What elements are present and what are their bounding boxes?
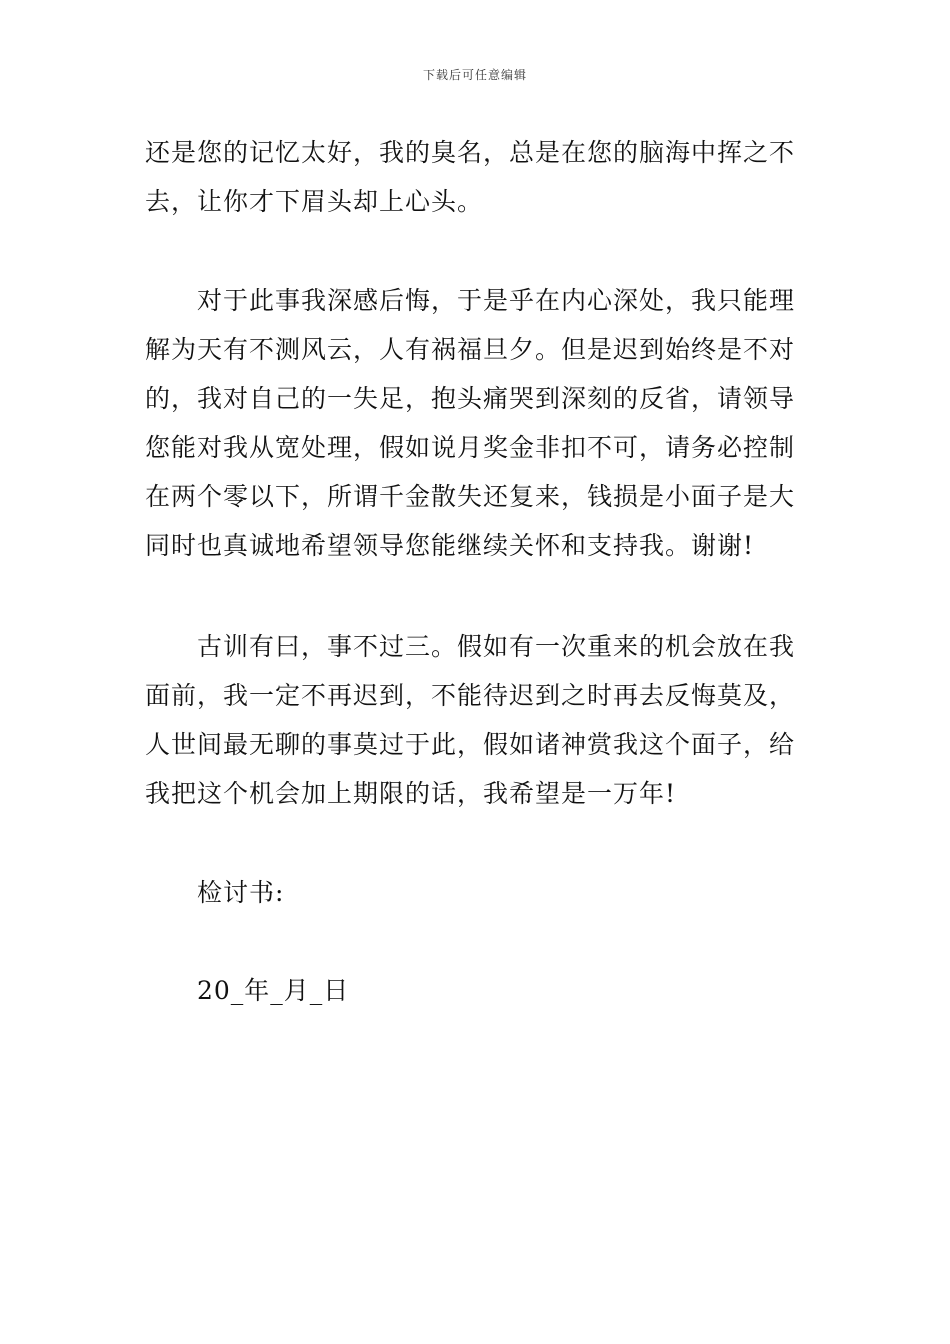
paragraph-line: 古训有曰，事不过三。假如有一次重来的机会放在我 — [197, 632, 796, 661]
paragraph-line: 同时也真诚地希望领导您能继续关怀和支持我。谢谢! — [145, 531, 755, 560]
date-block — [145, 966, 810, 1015]
signature-label-block — [145, 868, 810, 917]
paragraph-line: 对于此事我深感后悔，于是乎在内心深处，我只能理 — [197, 286, 796, 315]
signature-date: 20_年_月_日 — [197, 976, 350, 1005]
paragraph-1 — [145, 128, 810, 226]
paragraph-line: 解为天有不测风云，人有祸福旦夕。但是迟到始终是不对 — [145, 335, 796, 364]
paragraph-line: 人世间最无聊的事莫过于此，假如诸神赏我这个面子，给 — [145, 730, 796, 759]
paragraph-line: 您能对我从宽处理，假如说月奖金非扣不可，请务必控制 — [145, 433, 796, 462]
paragraph-line: 在两个零以下，所谓千金散失还复来，钱损是小面子是大 — [145, 482, 796, 511]
paragraph-line: 的，我对自己的一失足，抱头痛哭到深刻的反省，请领导 — [145, 384, 796, 413]
paragraph-line: 去，让你才下眉头却上心头。 — [145, 187, 484, 216]
paragraph-line: 面前，我一定不再迟到，不能待迟到之时再去反悔莫及， — [145, 681, 796, 710]
paragraph-line: 我把这个机会加上期限的话，我希望是一万年! — [145, 779, 677, 808]
paragraph-2 — [145, 276, 810, 570]
paragraph-3 — [145, 622, 810, 818]
header-note: 下载后可任意编辑 — [422, 68, 527, 82]
signature-label: 检讨书: — [197, 878, 285, 907]
paragraph-line: 还是您的记忆太好，我的臭名，总是在您的脑海中挥之不 — [145, 138, 796, 167]
